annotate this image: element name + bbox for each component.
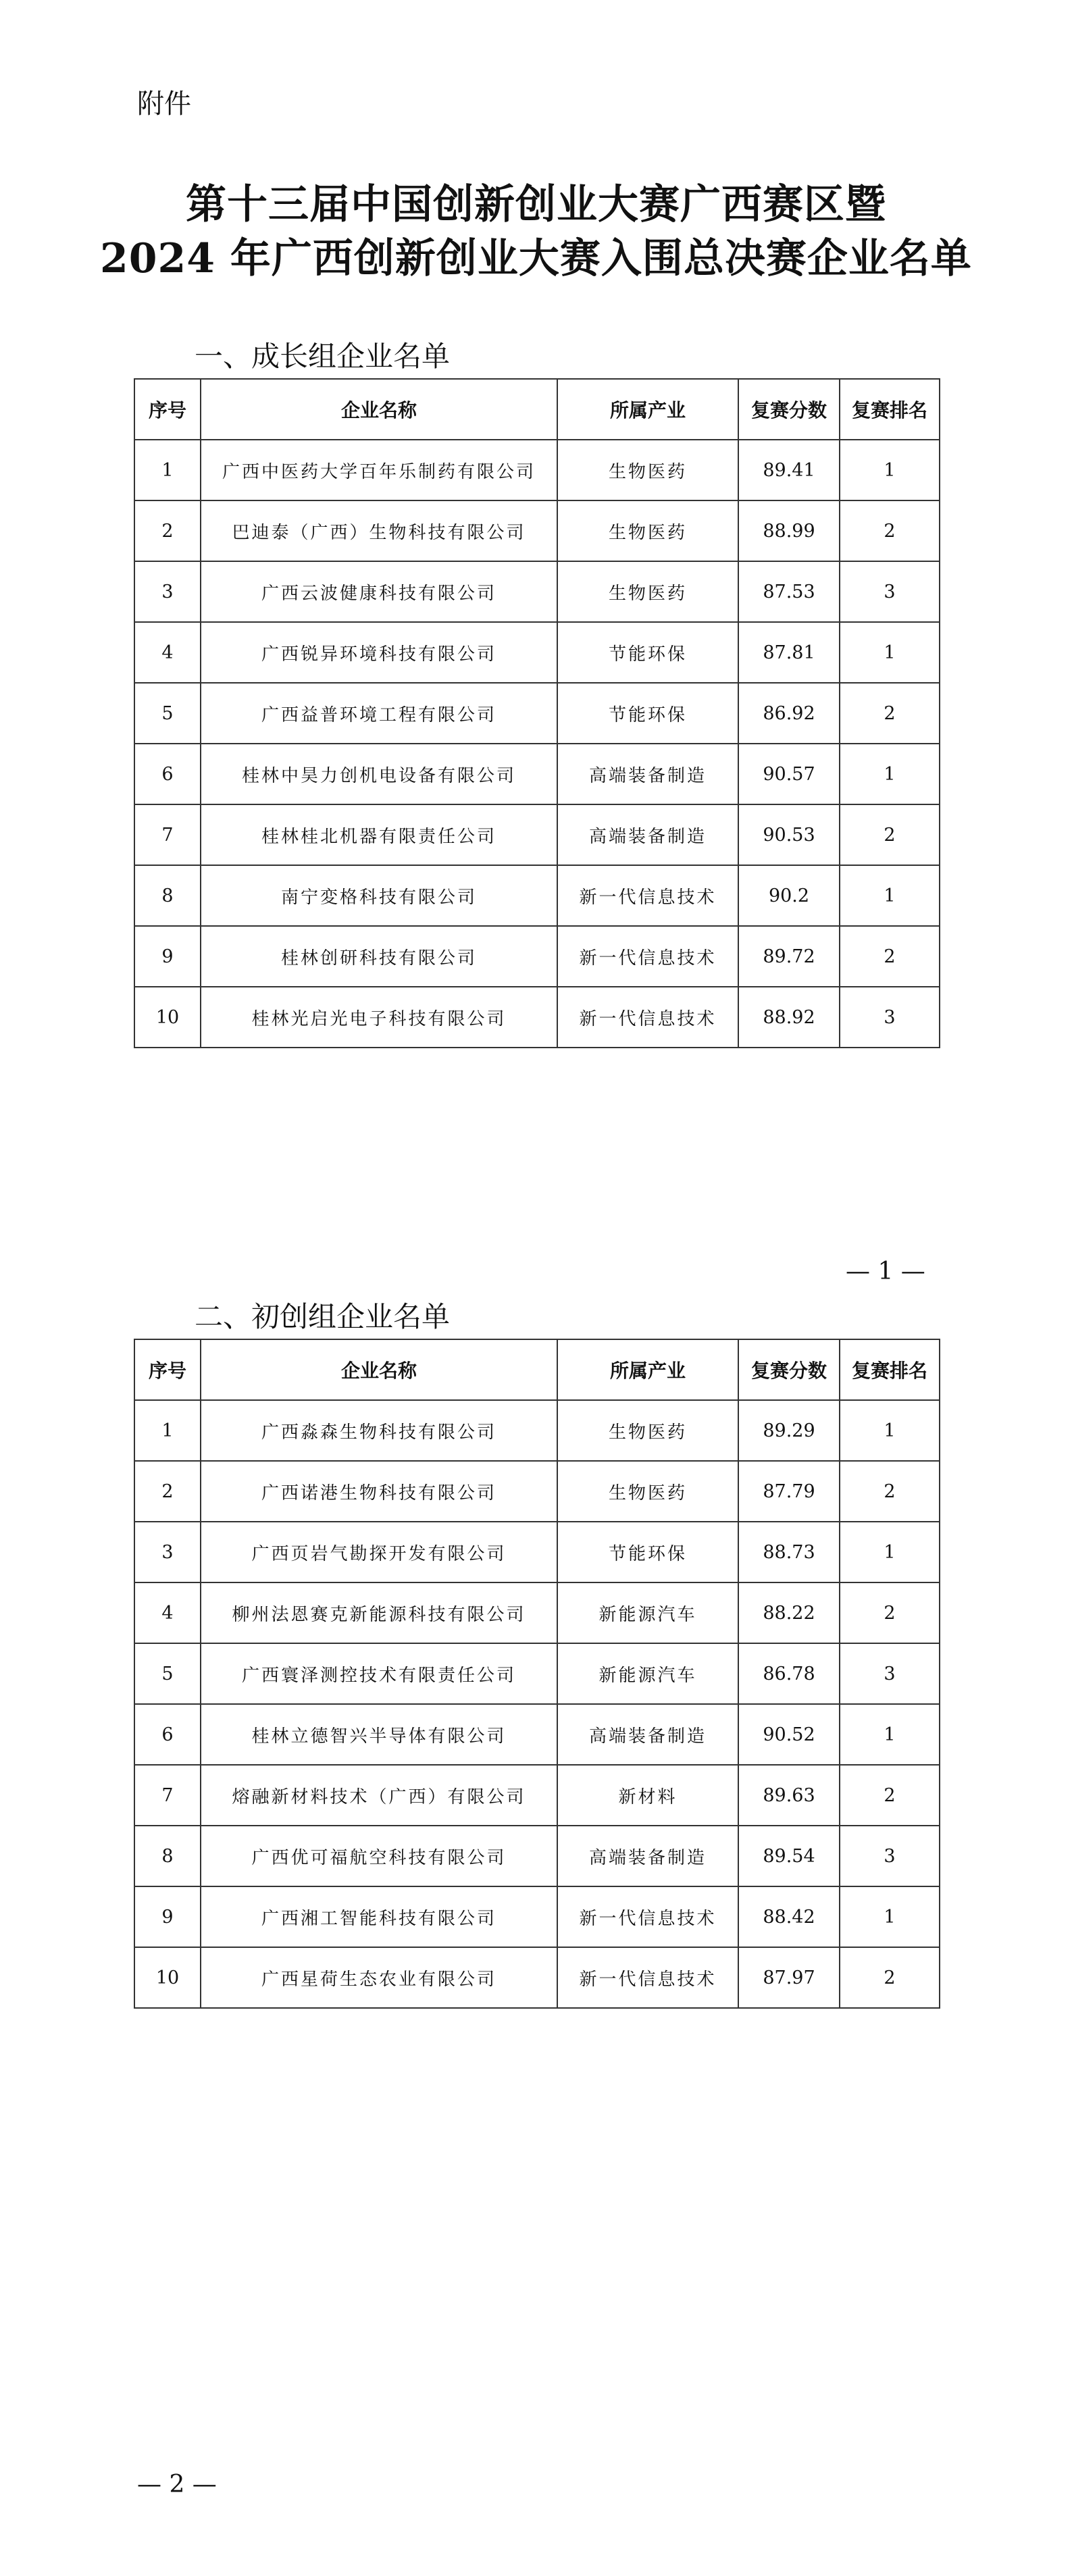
cell-rank: 2 <box>840 1947 940 2008</box>
cell-rank: 2 <box>840 500 940 561</box>
cell-company-name: 柳州法恩赛克新能源科技有限公司 <box>201 1582 557 1643</box>
cell-index: 2 <box>134 500 201 561</box>
cell-index: 3 <box>134 1522 201 1582</box>
cell-index: 1 <box>134 1400 201 1461</box>
cell-index: 1 <box>134 440 201 500</box>
cell-score: 88.99 <box>738 500 840 561</box>
cell-industry: 生物医药 <box>557 1400 738 1461</box>
cell-score: 86.78 <box>738 1643 840 1704</box>
cell-company-name: 巴迪泰（广西）生物科技有限公司 <box>201 500 557 561</box>
table-row <box>134 1582 940 1643</box>
header-index: 序号 <box>134 1339 201 1400</box>
cell-score: 90.57 <box>738 744 840 804</box>
header-industry: 所属产业 <box>557 1339 738 1400</box>
header-score: 复赛分数 <box>738 1339 840 1400</box>
cell-industry: 节能环保 <box>557 1522 738 1582</box>
cell-rank: 2 <box>840 683 940 744</box>
cell-index: 4 <box>134 622 201 683</box>
table-row <box>134 622 940 683</box>
cell-rank: 1 <box>840 865 940 926</box>
header-score: 复赛分数 <box>738 379 840 440</box>
table-row <box>134 1522 940 1582</box>
cell-company-name: 熔融新材料技术（广西）有限公司 <box>201 1765 557 1826</box>
cell-industry: 新一代信息技术 <box>557 1947 738 2008</box>
cell-industry: 高端装备制造 <box>557 1704 738 1765</box>
table-row <box>134 1461 940 1522</box>
cell-company-name: 桂林中昊力创机电设备有限公司 <box>201 744 557 804</box>
header-company-name: 企业名称 <box>201 379 557 440</box>
cell-rank: 2 <box>840 1765 940 1826</box>
cell-score: 88.22 <box>738 1582 840 1643</box>
cell-score: 89.72 <box>738 926 840 987</box>
startup-group-table <box>134 1339 940 2009</box>
header-industry: 所属产业 <box>557 379 738 440</box>
cell-score: 86.92 <box>738 683 840 744</box>
cell-industry: 高端装备制造 <box>557 804 738 865</box>
cell-rank: 1 <box>840 1886 940 1947</box>
cell-industry: 高端装备制造 <box>557 744 738 804</box>
cell-rank: 1 <box>840 1704 940 1765</box>
header-rank: 复赛排名 <box>840 1339 940 1400</box>
page-number: — 2 — <box>137 2471 217 2498</box>
cell-score: 89.29 <box>738 1400 840 1461</box>
cell-score: 89.54 <box>738 1826 840 1886</box>
cell-index: 8 <box>134 1826 201 1886</box>
cell-company-name: 广西云波健康科技有限公司 <box>201 561 557 622</box>
table-row <box>134 804 940 865</box>
cell-rank: 3 <box>840 987 940 1048</box>
cell-company-name: 广西诺港生物科技有限公司 <box>201 1461 557 1522</box>
cell-score: 87.81 <box>738 622 840 683</box>
cell-industry: 生物医药 <box>557 1461 738 1522</box>
cell-industry: 生物医药 <box>557 500 738 561</box>
cell-index: 7 <box>134 1765 201 1826</box>
table-header-row <box>134 379 940 440</box>
table-row <box>134 561 940 622</box>
cell-rank: 1 <box>840 744 940 804</box>
cell-company-name: 广西锐异环境科技有限公司 <box>201 622 557 683</box>
cell-rank: 1 <box>840 440 940 500</box>
table-row <box>134 1400 940 1461</box>
cell-score: 90.53 <box>738 804 840 865</box>
cell-score: 89.41 <box>738 440 840 500</box>
cell-index: 3 <box>134 561 201 622</box>
cell-company-name: 桂林立德智兴半导体有限公司 <box>201 1704 557 1765</box>
header-index: 序号 <box>134 379 201 440</box>
cell-industry: 节能环保 <box>557 683 738 744</box>
cell-company-name: 广西优可福航空科技有限公司 <box>201 1826 557 1886</box>
cell-index: 9 <box>134 926 201 987</box>
table-row <box>134 865 940 926</box>
cell-rank: 2 <box>840 1582 940 1643</box>
cell-score: 88.73 <box>738 1522 840 1582</box>
cell-company-name: 南宁変格科技有限公司 <box>201 865 557 926</box>
cell-company-name: 广西寰泽测控技术有限责任公司 <box>201 1643 557 1704</box>
cell-score: 90.2 <box>738 865 840 926</box>
cell-index: 4 <box>134 1582 201 1643</box>
table-row <box>134 1947 940 2008</box>
table-row <box>134 1704 940 1765</box>
cell-score: 89.63 <box>738 1765 840 1826</box>
cell-industry: 生物医药 <box>557 561 738 622</box>
cell-industry: 节能环保 <box>557 622 738 683</box>
cell-score: 90.52 <box>738 1704 840 1765</box>
cell-company-name: 广西星荷生态农业有限公司 <box>201 1947 557 2008</box>
attachment-label: 附件 <box>137 88 191 120</box>
cell-industry: 新一代信息技术 <box>557 1886 738 1947</box>
table-header-row <box>134 1339 940 1400</box>
cell-company-name: 广西湘工智能科技有限公司 <box>201 1886 557 1947</box>
cell-company-name: 桂林桂北机器有限责任公司 <box>201 804 557 865</box>
header-company-name: 企业名称 <box>201 1339 557 1400</box>
cell-industry: 新一代信息技术 <box>557 987 738 1048</box>
table-row <box>134 926 940 987</box>
cell-index: 10 <box>134 1947 201 2008</box>
cell-industry: 新一代信息技术 <box>557 865 738 926</box>
table-row <box>134 1886 940 1947</box>
table-row <box>134 1765 940 1826</box>
cell-index: 7 <box>134 804 201 865</box>
cell-company-name: 桂林光启光电子科技有限公司 <box>201 987 557 1048</box>
cell-rank: 3 <box>840 561 940 622</box>
cell-rank: 3 <box>840 1643 940 1704</box>
cell-index: 5 <box>134 683 201 744</box>
cell-index: 9 <box>134 1886 201 1947</box>
cell-rank: 3 <box>840 1826 940 1886</box>
table-row <box>134 1643 940 1704</box>
header-rank: 复赛排名 <box>840 379 940 440</box>
cell-score: 87.97 <box>738 1947 840 2008</box>
cell-index: 8 <box>134 865 201 926</box>
cell-score: 87.53 <box>738 561 840 622</box>
document-title-line-2: 2024 年广西创新创业大赛入围总决赛企业名单 <box>100 235 972 282</box>
table-row <box>134 987 940 1048</box>
cell-rank: 2 <box>840 804 940 865</box>
cell-index: 10 <box>134 987 201 1048</box>
cell-index: 6 <box>134 1704 201 1765</box>
cell-industry: 生物医药 <box>557 440 738 500</box>
cell-index: 6 <box>134 744 201 804</box>
table-row <box>134 744 940 804</box>
cell-industry: 新能源汽车 <box>557 1582 738 1643</box>
cell-rank: 2 <box>840 1461 940 1522</box>
cell-industry: 新能源汽车 <box>557 1643 738 1704</box>
cell-score: 87.79 <box>738 1461 840 1522</box>
cell-company-name: 广西淼森生物科技有限公司 <box>201 1400 557 1461</box>
cell-rank: 1 <box>840 1400 940 1461</box>
cell-company-name: 桂林创研科技有限公司 <box>201 926 557 987</box>
cell-company-name: 广西中医药大学百年乐制药有限公司 <box>201 440 557 500</box>
cell-industry: 高端装备制造 <box>557 1826 738 1886</box>
growth-group-table <box>134 378 940 1048</box>
cell-company-name: 广西益普环境工程有限公司 <box>201 683 557 744</box>
document-title-line-1: 第十三届中国创新创业大赛广西赛区暨 <box>186 181 886 228</box>
cell-company-name: 广西页岩气勘探开发有限公司 <box>201 1522 557 1582</box>
cell-rank: 1 <box>840 622 940 683</box>
table-row <box>134 500 940 561</box>
cell-industry: 新一代信息技术 <box>557 926 738 987</box>
cell-score: 88.92 <box>738 987 840 1048</box>
page-number: — 1 — <box>846 1258 925 1285</box>
table-row <box>134 683 940 744</box>
cell-industry: 新材料 <box>557 1765 738 1826</box>
section-heading-startup-group: 二、初创组企业名单 <box>195 1300 451 1333</box>
cell-index: 2 <box>134 1461 201 1522</box>
cell-score: 88.42 <box>738 1886 840 1947</box>
table-row <box>134 440 940 500</box>
table-row <box>134 1826 940 1886</box>
cell-rank: 2 <box>840 926 940 987</box>
cell-rank: 1 <box>840 1522 940 1582</box>
cell-index: 5 <box>134 1643 201 1704</box>
section-heading-growth-group: 一、成长组企业名单 <box>195 340 451 373</box>
